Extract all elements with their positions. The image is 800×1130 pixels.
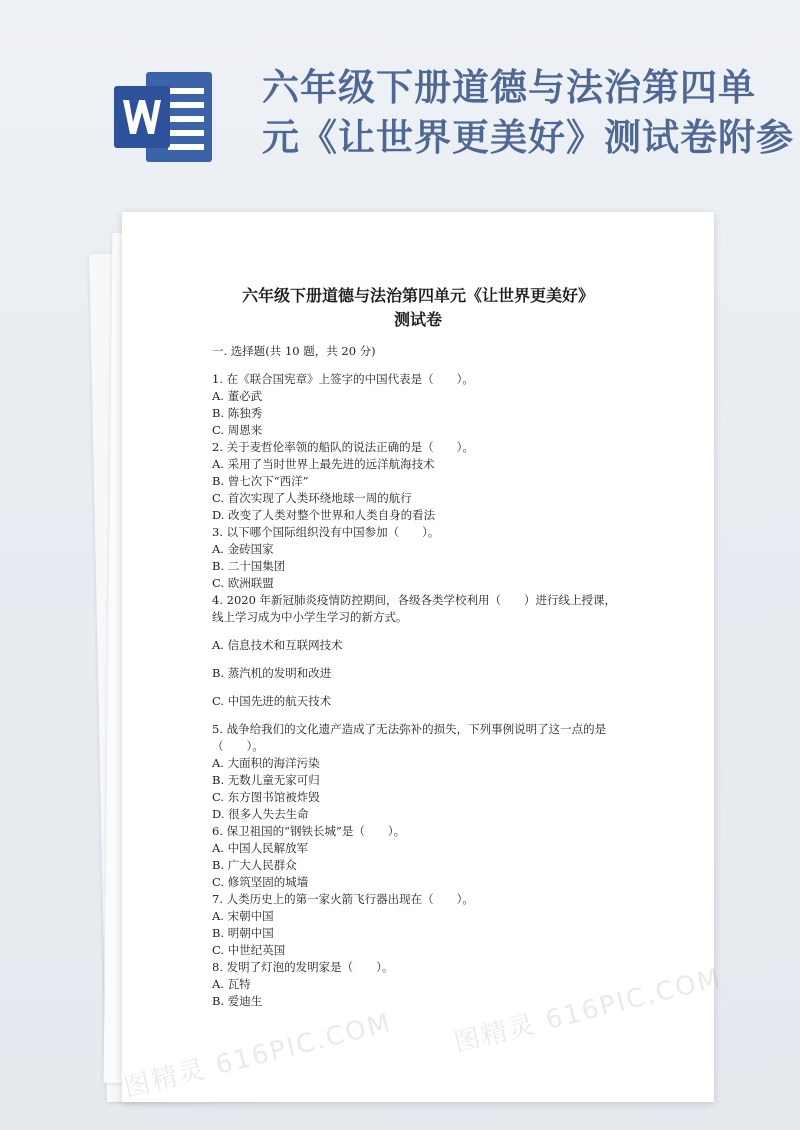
title-line-1: 六年级下册道德与法治第四单 [262,65,756,109]
answer-option: A. 宋朝中国 [212,909,274,923]
section-heading: 一. 选择题(共 10 题，共 20 分) [212,344,376,358]
document-title-line-2: 测试卷 [393,310,442,329]
word-document-icon [112,66,216,168]
question-stem: 3. 以下哪个国际组织没有中国参加（ ）。 [212,525,440,539]
answer-option: A. 大面积的海洋污染 [212,756,320,770]
question-stem: 1. 在《联合国宪章》上签字的中国代表是（ ）。 [212,372,474,386]
answer-option: D. 改变了人类对整个世界和人类自身的看法 [212,508,436,522]
answer-option: B. 陈独秀 [212,406,263,420]
question-stem: 2. 关于麦哲伦率领的船队的说法正确的是（ ）。 [212,440,474,454]
question-stem: 7. 人类历史上的第一家火箭飞行器出现在（ ）。 [212,892,474,906]
answer-option: C. 东方图书馆被炸毁 [212,790,320,804]
answer-option: B. 明朝中国 [212,926,274,940]
answer-option: C. 中国先进的航天技术 [212,694,332,708]
answer-option: C. 中世纪英国 [212,943,286,957]
answer-option: A. 金砖国家 [212,542,274,556]
document-page [122,212,714,1102]
question-stem: 5. 战争给我们的文化遗产造成了无法弥补的损失，下列事例说明了这一点的是（ ）。 [212,722,607,753]
question-list [212,371,622,1010]
answer-option: B. 爱迪生 [212,994,263,1008]
answer-option: B. 二十国集团 [212,559,286,573]
watermark: 图精灵 616PIC.COM [121,1008,395,1104]
watermark: 图精灵 616PIC.COM [451,963,725,1059]
question-stem: 4. 2020 年新冠肺炎疫情防控期间，各级各类学校利用（ ）进行线上授课，线上学习成为中小学生学习的新方式。 [212,593,617,624]
page-title [262,62,794,162]
answer-option: A. 瓦特 [212,977,251,991]
question-stem: 8. 发明了灯泡的发明家是（ ）。 [212,960,394,974]
answer-option: C. 周恩来 [212,423,263,437]
answer-option: B. 蒸汽机的发明和改进 [212,666,332,680]
question-stem: 6. 保卫祖国的“钢铁长城”是（ ）。 [212,824,406,838]
answer-option: A. 董必武 [212,389,263,403]
document-title [122,284,714,332]
answer-option: C. 欧洲联盟 [212,576,274,590]
answer-option: D. 很多人失去生命 [212,807,309,821]
answer-option: A. 采用了当时世界上最先进的远洋航海技术 [212,457,435,471]
answer-option: B. 无数儿童无家可归 [212,773,320,787]
answer-option: A. 中国人民解放军 [212,841,309,855]
answer-option: B. 曾七次下“西洋” [212,474,309,488]
document-title-line-1: 六年级下册道德与法治第四单元《让世界更美好》 [241,286,594,305]
title-line-2: 元《让世界更美好》测试卷附参 [262,115,794,159]
header [0,0,800,200]
answer-option: C. 首次实现了人类环绕地球一周的航行 [212,491,412,505]
answer-option: C. 修筑坚固的城墙 [212,875,309,889]
answer-option: A. 信息技术和互联网技术 [212,638,343,652]
answer-option: B. 广大人民群众 [212,858,297,872]
